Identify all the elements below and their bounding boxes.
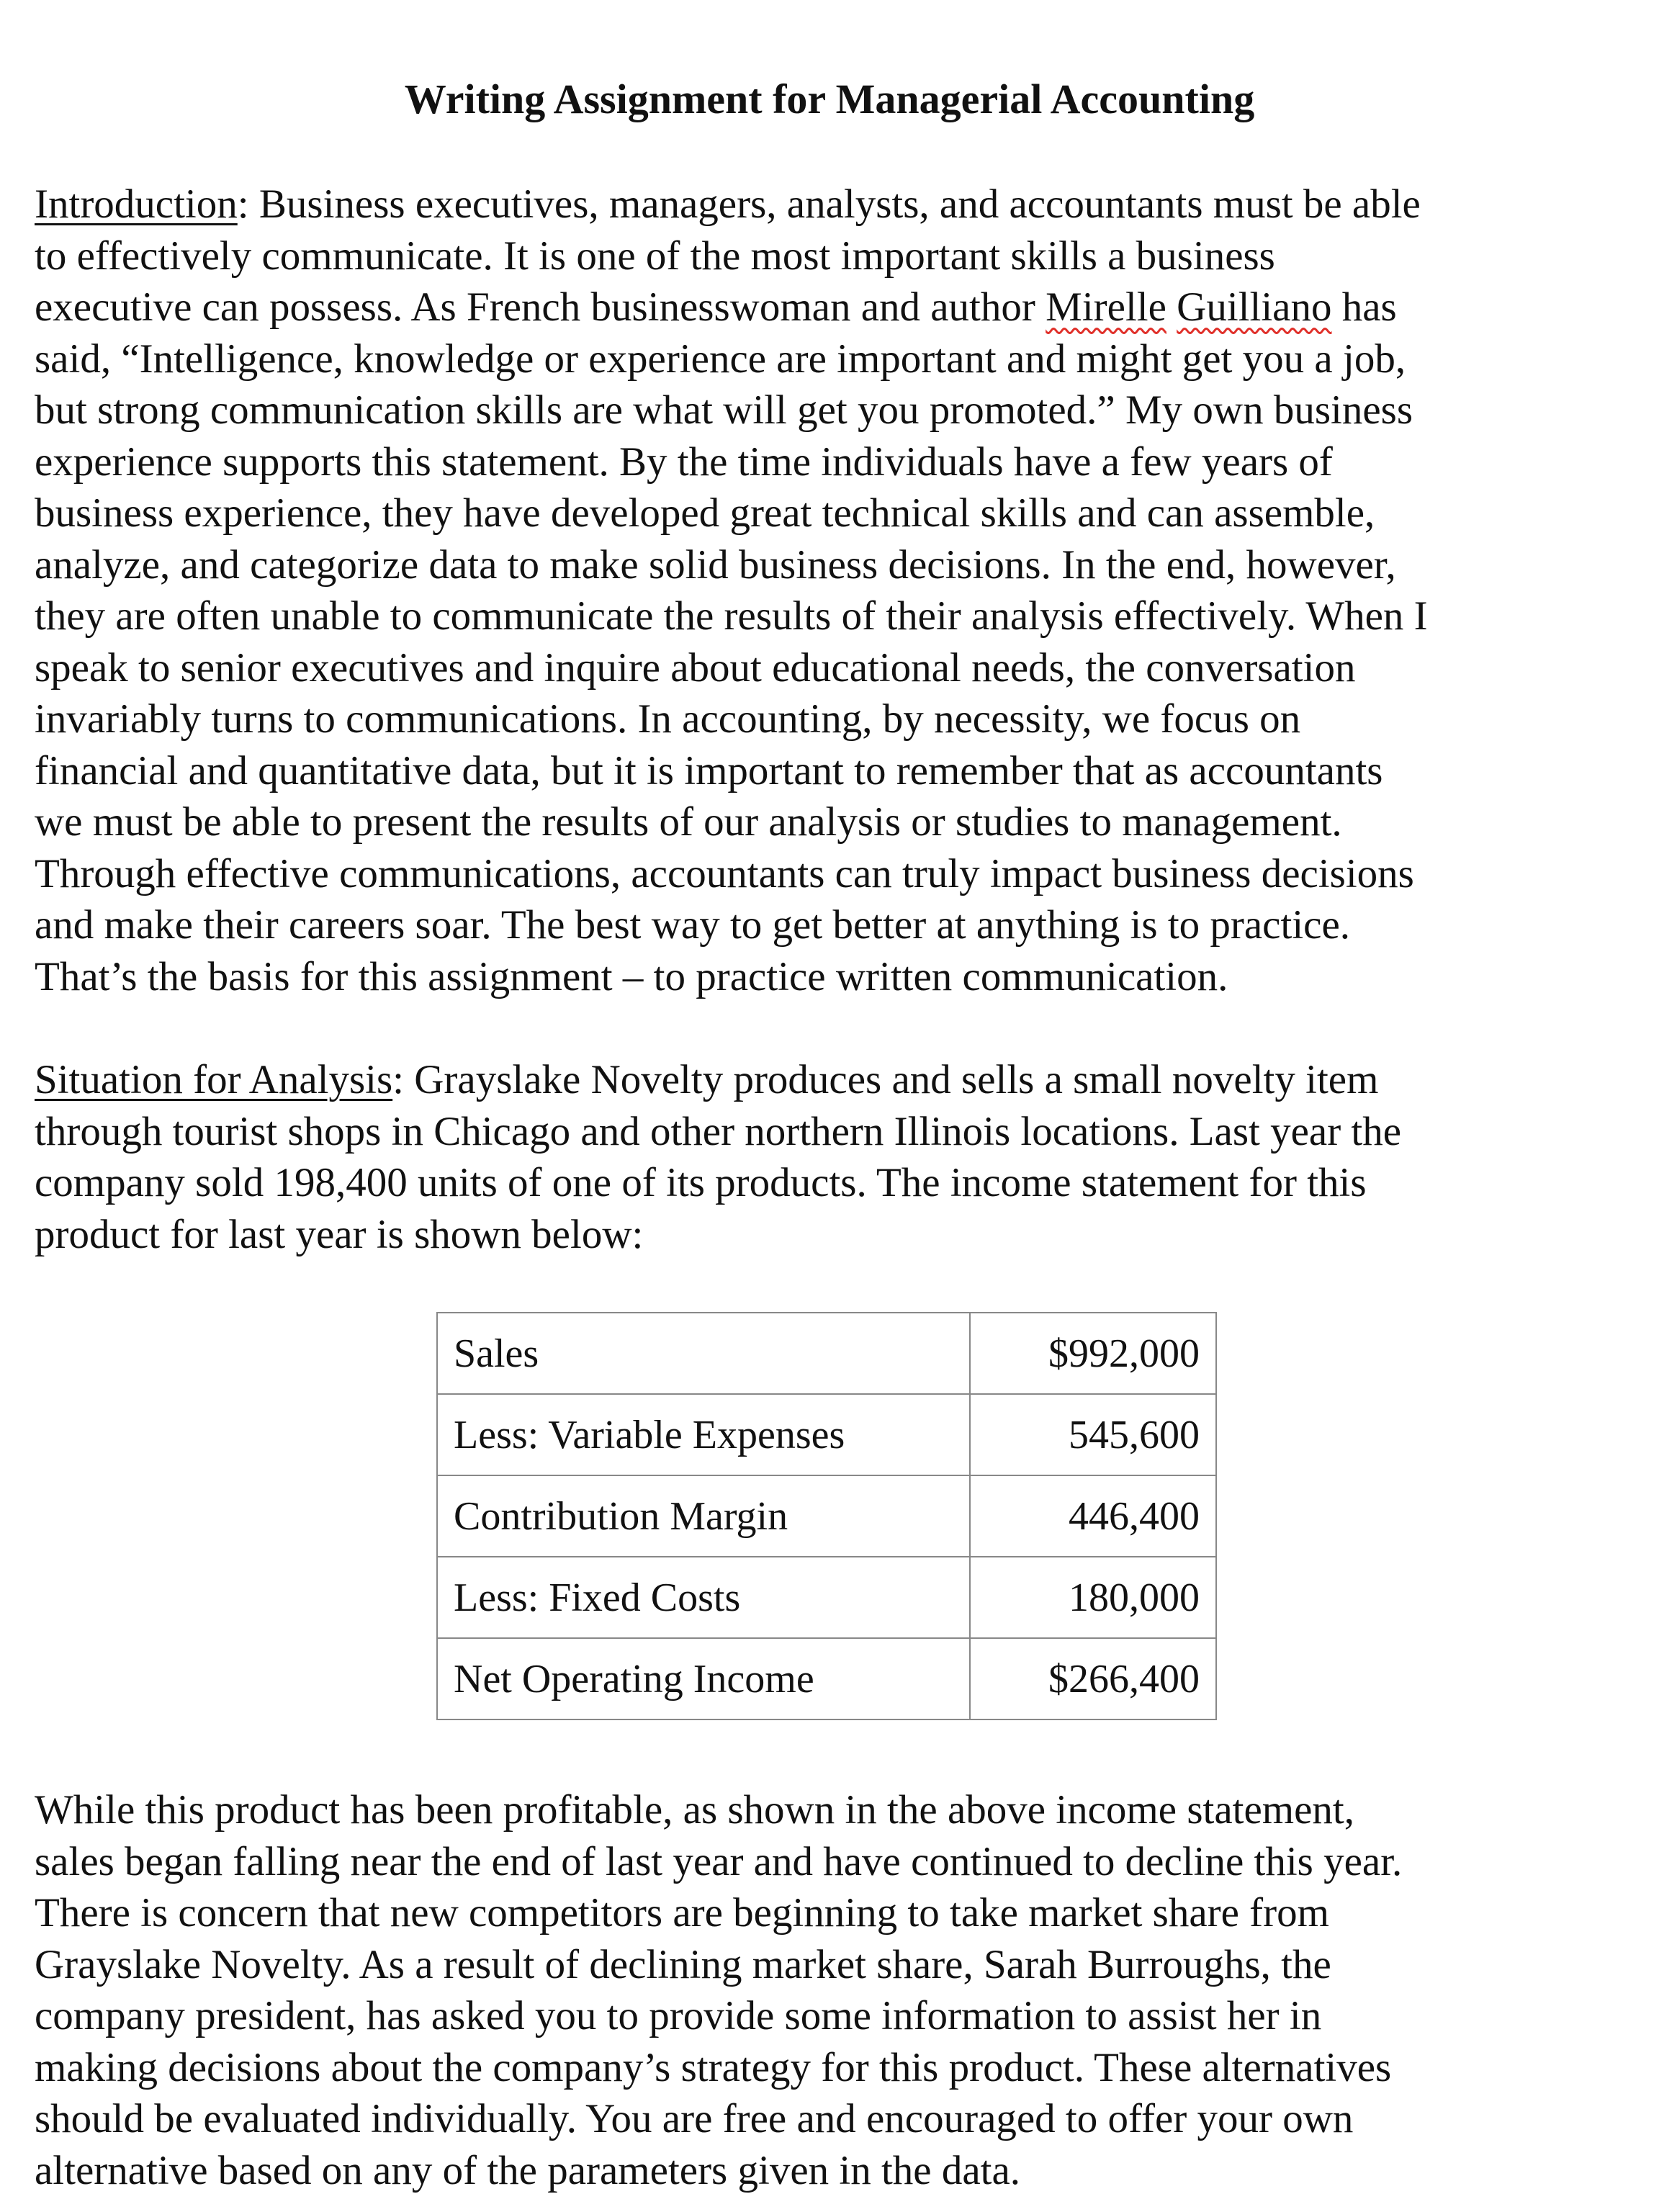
table-row	[437, 1557, 1216, 1638]
row-value: 446,400	[970, 1475, 1216, 1557]
intro-line: business experience, they have developed great technical skills and can assemble,	[35, 490, 1375, 536]
intro-line: Through effective communications, accountants can truly impact business decisions	[35, 850, 1414, 896]
table-row	[437, 1394, 1216, 1475]
document-title: Writing Assignment for Managerial Accounting	[404, 76, 1255, 122]
spellcheck-word[interactable]: Mirelle	[1046, 284, 1166, 330]
intro-line: analyze, and categorize data to make solid business decisions. In the end, however,	[35, 541, 1396, 588]
intro-text: executive can possess. As French businesswoman and author	[35, 284, 1046, 330]
closing-line: making decisions about the company’s strategy for this product. These alternatives	[35, 2044, 1392, 2090]
row-label: Less: Fixed Costs	[437, 1557, 970, 1638]
closing-line: sales began falling near the end of last year and have continued to decline this year.	[35, 1838, 1403, 1884]
row-label: Contribution Margin	[437, 1475, 970, 1557]
row-value: 545,600	[970, 1394, 1216, 1475]
intro-line: That’s the basis for this assignment – to practice written communication.	[35, 953, 1228, 999]
intro-line: experience supports this statement. By the time individuals have a few years of	[35, 439, 1333, 485]
introduction-paragraph	[35, 179, 1428, 1002]
situation-line: through tourist shops in Chicago and other northern Illinois locations. Last year the	[35, 1108, 1402, 1154]
spellcheck-word[interactable]: Guilliano	[1177, 284, 1332, 330]
table-row	[437, 1638, 1216, 1719]
introduction-heading: Introduction	[35, 181, 238, 227]
closing-line: While this product has been profitable, as shown in the above income statement,	[35, 1787, 1354, 1833]
table-row	[437, 1313, 1216, 1394]
intro-line: said, “Intelligence, knowledge or experience are important and might get you a job,	[35, 336, 1406, 382]
intro-text: : Business executives, managers, analysts, and accountants must be able	[237, 181, 1421, 227]
intro-line: to effectively communicate. It is one of the most important skills a business	[35, 233, 1275, 279]
situation-line: company sold 198,400 units of one of its products. The income statement for this	[35, 1160, 1367, 1205]
intro-line: invariably turns to communications. In accounting, by necessity, we focus on	[35, 696, 1301, 742]
row-label: Net Operating Income	[437, 1638, 970, 1719]
situation-line	[35, 1054, 1401, 1106]
row-value: $266,400	[970, 1638, 1216, 1719]
income-statement-table	[436, 1312, 1217, 1720]
situation-paragraph	[35, 1054, 1401, 1260]
intro-line: financial and quantitative data, but it is important to remember that as accountants	[35, 747, 1383, 793]
closing-line: There is concern that new competitors are beginning to take market share from	[35, 1890, 1329, 1936]
table-row	[437, 1475, 1216, 1557]
situation-text: : Grayslake Novelty produces and sells a small novelty item	[392, 1057, 1379, 1102]
closing-paragraph	[35, 1784, 1402, 2196]
closing-line: company president, has asked you to provide some information to assist her in	[35, 1993, 1322, 2038]
row-label: Sales	[437, 1313, 970, 1394]
intro-line	[35, 179, 1428, 230]
situation-heading: Situation for Analysis	[35, 1057, 393, 1102]
intro-text: has	[1331, 284, 1397, 330]
intro-line: but strong communication skills are what will get you promoted.” My own business	[35, 387, 1413, 433]
row-value: $992,000	[970, 1313, 1216, 1394]
closing-line: alternative based on any of the parameters given in the data.	[35, 2147, 1021, 2193]
closing-line: should be evaluated individually. You are free and encouraged to offer your own	[35, 2096, 1354, 2141]
intro-line	[35, 282, 1428, 333]
row-label: Less: Variable Expenses	[437, 1394, 970, 1475]
intro-line: we must be able to present the results of our analysis or studies to management.	[35, 799, 1342, 845]
intro-line: they are often unable to communicate the results of their analysis effectively. When I	[35, 593, 1428, 639]
intro-line: speak to senior executives and inquire about educational needs, the conversation	[35, 644, 1356, 691]
closing-line: Grayslake Novelty. As a result of declining market share, Sarah Burroughs, the	[35, 1941, 1331, 1987]
situation-line: product for last year is shown below:	[35, 1211, 644, 1257]
row-value: 180,000	[970, 1557, 1216, 1638]
intro-line: and make their careers soar. The best way to get better at anything is to practice.	[35, 902, 1351, 948]
